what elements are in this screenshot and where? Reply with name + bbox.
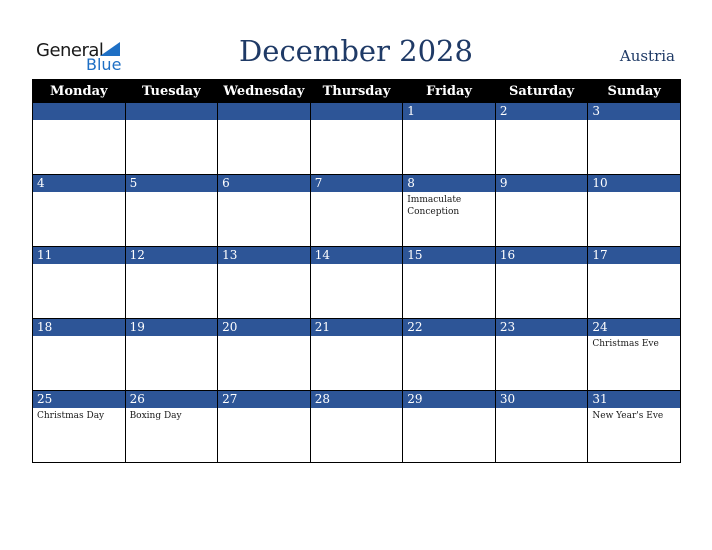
- day-cell: [403, 103, 496, 175]
- holiday-label: [403, 408, 495, 410]
- day-cell: [218, 319, 311, 391]
- calendar-grid: [32, 79, 681, 463]
- day-number: 10: [588, 175, 680, 192]
- day-number: 9: [496, 175, 588, 192]
- day-cell: [588, 175, 681, 247]
- calendar-body: [33, 103, 681, 463]
- holiday-label: [311, 120, 403, 122]
- day-number: 31: [588, 391, 680, 408]
- day-number: 18: [33, 319, 125, 336]
- day-cell: [125, 247, 218, 319]
- holiday-label: [218, 192, 310, 194]
- week-row: [33, 391, 681, 463]
- holiday-label: [311, 192, 403, 194]
- day-cell: [33, 103, 126, 175]
- holiday-label: [126, 336, 218, 338]
- holiday-label: [403, 264, 495, 266]
- day-cell: [125, 103, 218, 175]
- day-cell: [125, 319, 218, 391]
- day-cell: [125, 391, 218, 463]
- day-cell: [495, 319, 588, 391]
- holiday-label: [403, 336, 495, 338]
- day-cell: [495, 391, 588, 463]
- holiday-label: Christmas Day: [37, 411, 105, 421]
- day-cell: [588, 103, 681, 175]
- holiday-label: [588, 192, 680, 194]
- weekday-header: Thursday: [310, 80, 403, 103]
- country-label: Austria: [619, 47, 675, 65]
- day-number: 27: [218, 391, 310, 408]
- day-cell: [33, 391, 126, 463]
- holiday-label: [311, 336, 403, 338]
- holiday-label: [496, 336, 588, 338]
- holiday-label: [311, 264, 403, 266]
- week-row: [33, 319, 681, 391]
- day-number: 2: [496, 103, 588, 120]
- day-number: 1: [403, 103, 495, 120]
- holiday-label: [496, 120, 588, 122]
- week-row: [33, 103, 681, 175]
- weekday-header-row: [33, 80, 681, 103]
- day-number: 3: [588, 103, 680, 120]
- day-number: 19: [126, 319, 218, 336]
- holiday-label: Christmas Eve: [592, 339, 659, 349]
- day-cell: [310, 391, 403, 463]
- day-number: 6: [218, 175, 310, 192]
- holiday-label: [218, 408, 310, 410]
- week-row: [33, 175, 681, 247]
- day-number: 8: [403, 175, 495, 192]
- day-number: 23: [496, 319, 588, 336]
- weekday-header: Tuesday: [125, 80, 218, 103]
- day-cell: [310, 175, 403, 247]
- weekday-header: Wednesday: [218, 80, 311, 103]
- day-cell: [310, 103, 403, 175]
- day-number: 16: [496, 247, 588, 264]
- weekday-header: Sunday: [588, 80, 681, 103]
- logo-text-general: General: [36, 40, 104, 61]
- page-title: December 2028: [239, 34, 473, 68]
- day-number: 24: [588, 319, 680, 336]
- day-number: 29: [403, 391, 495, 408]
- holiday-label: [218, 336, 310, 338]
- day-number: 25: [33, 391, 125, 408]
- day-number: 15: [403, 247, 495, 264]
- day-cell: [588, 247, 681, 319]
- holiday-label: [33, 336, 125, 338]
- holiday-label: [588, 120, 680, 122]
- week-row: [33, 247, 681, 319]
- day-cell: [218, 103, 311, 175]
- day-cell: [218, 175, 311, 247]
- holiday-label: [311, 408, 403, 410]
- holiday-label: [126, 264, 218, 266]
- day-cell: [588, 391, 681, 463]
- day-number: [126, 103, 218, 120]
- day-cell: [495, 247, 588, 319]
- holiday-label: [33, 120, 125, 122]
- weekday-header: Friday: [403, 80, 496, 103]
- day-cell: [495, 103, 588, 175]
- day-number: 17: [588, 247, 680, 264]
- holiday-label: [588, 264, 680, 266]
- day-number: 11: [33, 247, 125, 264]
- holiday-label: [496, 408, 588, 410]
- day-number: 20: [218, 319, 310, 336]
- day-cell: [403, 175, 496, 247]
- day-number: 30: [496, 391, 588, 408]
- day-number: 7: [311, 175, 403, 192]
- day-number: [311, 103, 403, 120]
- day-number: 21: [311, 319, 403, 336]
- day-cell: [403, 319, 496, 391]
- holiday-label: [496, 192, 588, 194]
- holiday-label: New Year's Eve: [592, 411, 664, 421]
- day-cell: [218, 391, 311, 463]
- day-cell: [495, 175, 588, 247]
- holiday-label: [126, 120, 218, 122]
- weekday-header: Monday: [33, 80, 126, 103]
- holiday-label: Boxing Day: [129, 411, 182, 421]
- day-cell: [218, 247, 311, 319]
- day-number: 4: [33, 175, 125, 192]
- day-number: 13: [218, 247, 310, 264]
- day-cell: [403, 247, 496, 319]
- holiday-label: [403, 120, 495, 122]
- holiday-label: Immaculate Conception: [407, 195, 462, 217]
- day-number: 22: [403, 319, 495, 336]
- day-number: 12: [126, 247, 218, 264]
- day-number: [218, 103, 310, 120]
- day-number: [33, 103, 125, 120]
- holiday-label: [218, 120, 310, 122]
- day-cell: [403, 391, 496, 463]
- day-number: 14: [311, 247, 403, 264]
- holiday-label: [218, 264, 310, 266]
- logo-text-blue: Blue: [86, 55, 122, 74]
- day-cell: [33, 247, 126, 319]
- holiday-label: [33, 192, 125, 194]
- day-number: 26: [126, 391, 218, 408]
- day-cell: [310, 319, 403, 391]
- holiday-label: [33, 264, 125, 266]
- weekday-header: Saturday: [495, 80, 588, 103]
- holiday-label: [496, 264, 588, 266]
- day-cell: [33, 319, 126, 391]
- day-cell: [125, 175, 218, 247]
- day-cell: [33, 175, 126, 247]
- day-cell: [588, 319, 681, 391]
- day-number: 5: [126, 175, 218, 192]
- holiday-label: [126, 192, 218, 194]
- day-number: 28: [311, 391, 403, 408]
- day-cell: [310, 247, 403, 319]
